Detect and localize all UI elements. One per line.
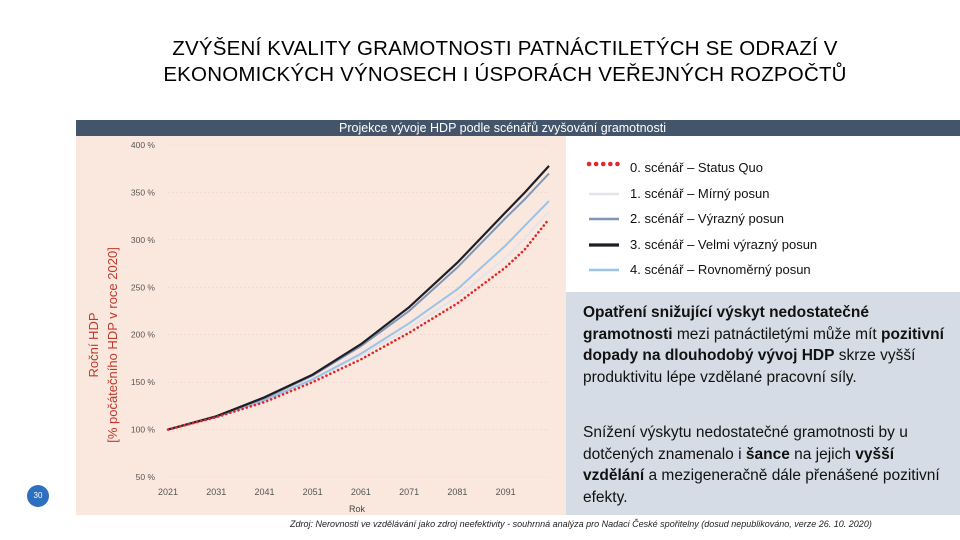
y-tick-label: 100 % — [130, 424, 155, 435]
info-bold: vyšší vzdělání — [583, 445, 895, 484]
legend-label-0: 0. scénář – Status Quo — [630, 160, 763, 175]
legend-item — [586, 184, 906, 210]
y-tick-label: 50 % — [135, 472, 155, 482]
source-note: Zdroj: Nerovnosti ve vzdělávání jako zdroj neefektivity - souhrnná analýza pro Nadaci České spořitelny (dosud nepublikováno, verze 26. 10. 2020) — [290, 519, 872, 529]
x-tick-label: 2031 — [206, 487, 227, 497]
legend-swatch-3 — [586, 235, 622, 255]
page-number-badge: 30 — [27, 485, 49, 507]
legend-label-3: 3. scénář – Velmi výrazný posun — [630, 236, 818, 252]
y-axis-title: [% počátečního HDP v roce 2020] — [105, 247, 120, 443]
y-tick-label: 350 % — [130, 187, 155, 198]
legend-swatch-0 — [586, 158, 622, 178]
info-bold: šance — [745, 445, 790, 463]
info-text: skrze vyšší produktivitu lépe vzdělané pracovní síly. — [583, 347, 916, 386]
y-tick-label: 400 % — [130, 140, 155, 150]
legend-item — [586, 158, 906, 184]
legend-label-2: 2. scénář – Výrazný posun — [630, 211, 784, 226]
x-tick-label: 2081 — [447, 487, 468, 497]
series-line-3 — [168, 166, 549, 430]
info-text: mezi patnáctiletými může mít — [672, 325, 882, 343]
title-line-1: ZVÝŠENÍ KVALITY GRAMOTNOSTI PATNÁCTILETÝCH SE ODRAZÍ V — [172, 37, 838, 60]
title-line-2: EKONOMICKÝCH VÝNOSECH I ÚSPORÁCH VEŘEJNÝCH ROZPOČTŮ — [163, 63, 847, 86]
info-bold: pozitivní dopady na dlouhodobý vývoj HDP — [583, 325, 944, 364]
x-tick-label: 2091 — [495, 487, 516, 497]
series-line-1 — [168, 211, 549, 429]
legend-label-1: 1. scénář – Mírný posun — [630, 185, 770, 201]
legend-item — [586, 260, 906, 286]
series-line-0 — [168, 219, 549, 430]
chart-caption: Projekce vývoje HDP podle scénářů zvyšování gramotnosti — [339, 121, 667, 135]
legend-item — [586, 235, 906, 261]
x-tick-label: 2021 — [157, 487, 179, 497]
x-tick-label: 2071 — [399, 487, 420, 497]
y-tick-label: 300 % — [130, 234, 155, 245]
y-tick-label: 150 % — [130, 377, 155, 388]
info-paragraph-gdp — [583, 302, 953, 388]
info-paragraph-education — [583, 422, 953, 508]
legend-swatch-2 — [586, 209, 622, 229]
series-line-4 — [168, 201, 549, 430]
x-axis-title: Rok — [348, 504, 366, 514]
series-line-2 — [168, 174, 549, 430]
info-bold: Opatření snižující výskyt nedostatečné gramotnosti — [583, 304, 869, 343]
legend-swatch-1 — [586, 184, 622, 204]
legend-label-4: 4. scénář – Rovnoměrný posun — [630, 262, 811, 277]
x-tick-label: 2041 — [254, 487, 275, 497]
chart-legend — [586, 158, 906, 286]
legend-item — [586, 209, 906, 235]
y-tick-label: 200 % — [130, 329, 155, 340]
info-text: na jejich — [789, 445, 856, 463]
y-tick-label: 250 % — [130, 282, 155, 293]
x-tick-label: 2051 — [302, 487, 323, 497]
x-tick-label: 2061 — [350, 487, 371, 497]
legend-swatch-4 — [586, 260, 622, 280]
info-text: a mezigeneračně dále přenášené pozitivní efekty. — [583, 467, 940, 506]
y-axis-title: Roční HDP — [86, 312, 101, 378]
info-text: Snížení výskytu nedostatečné gramotnosti by u dotčených znamenalo i — [583, 424, 908, 463]
